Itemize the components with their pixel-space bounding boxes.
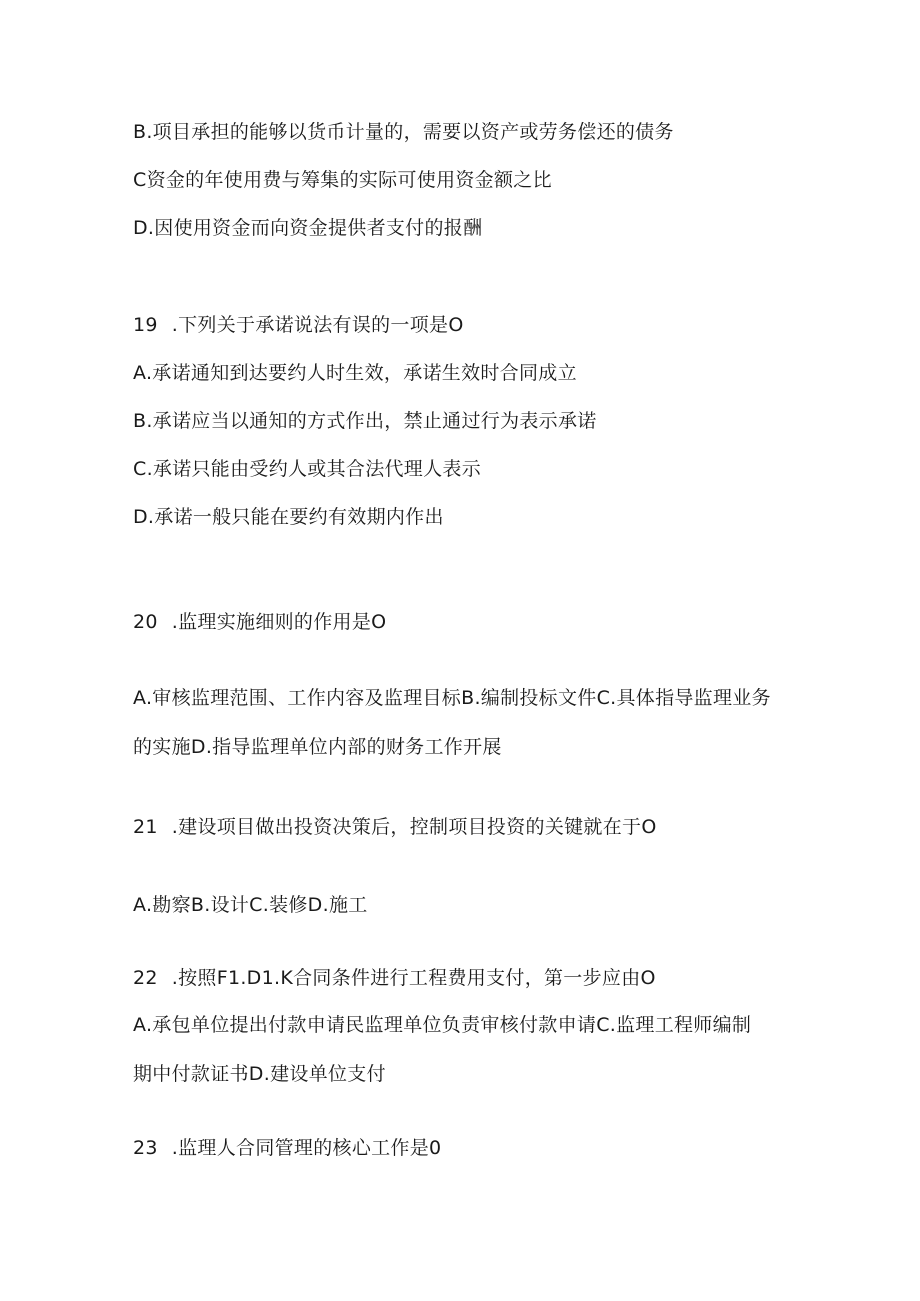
q19-stem: .下列关于承诺说法有误的一项是O [171, 314, 464, 336]
q21-stem-line [133, 815, 657, 839]
q23-number: 23 [133, 1137, 158, 1159]
q23-stem: .监理人合同管理的核心工作是0 [171, 1137, 442, 1159]
q22-number: 22 [133, 967, 158, 989]
q22-options-line-1: A.承包单位提出付款申请民监理单位负责审核付款申请C.监理工程师编制 [133, 1014, 752, 1036]
q22-options-line-2: 期中付款证书D.建设单位支付 [133, 1063, 386, 1085]
q19-number: 19 [133, 314, 158, 336]
q20-options-line-2: 的实施D.指导监理单位内部的财务工作开展 [133, 736, 502, 758]
q20-options-line-1: A.审核监理范围、工作内容及监理目标B.编制投标文件C.具体指导监理业务 [133, 687, 771, 709]
q22-stem-line [133, 966, 656, 990]
q19-option-b: B.承诺应当以通知的方式作出，禁止通过行为表示承诺 [133, 410, 597, 432]
q20-number: 20 [133, 611, 158, 633]
q21-number: 21 [133, 816, 158, 838]
q18-option-c: C资金的年使用费与筹集的实际可使用资金额之比 [133, 169, 552, 191]
q21-stem: .建设项目做出投资决策后，控制项目投资的关键就在于O [171, 816, 657, 838]
q23-stem-line [133, 1136, 441, 1160]
q19-option-c: C.承诺只能由受约人或其合法代理人表示 [133, 458, 482, 480]
q18-option-d: D.因使用资金而向资金提供者支付的报酬 [133, 217, 483, 239]
q19-option-a: A.承诺通知到达要约人时生效，承诺生效时合同成立 [133, 362, 577, 384]
q19-option-d: D.承诺一般只能在要约有效期内作出 [133, 506, 444, 528]
q19-stem-line [133, 313, 464, 337]
q20-stem: .监理实施细则的作用是O [171, 611, 387, 633]
q18-option-b: B.项目承担的能够以货币计量的，需要以资产或劳务偿还的债务 [133, 121, 674, 143]
q22-stem: .按照F1.D1.K合同条件进行工程费用支付，第一步应由O [171, 967, 656, 989]
q21-options: A.勘察B.设计C.装修D.施工 [133, 894, 368, 916]
q20-stem-line [133, 610, 386, 634]
